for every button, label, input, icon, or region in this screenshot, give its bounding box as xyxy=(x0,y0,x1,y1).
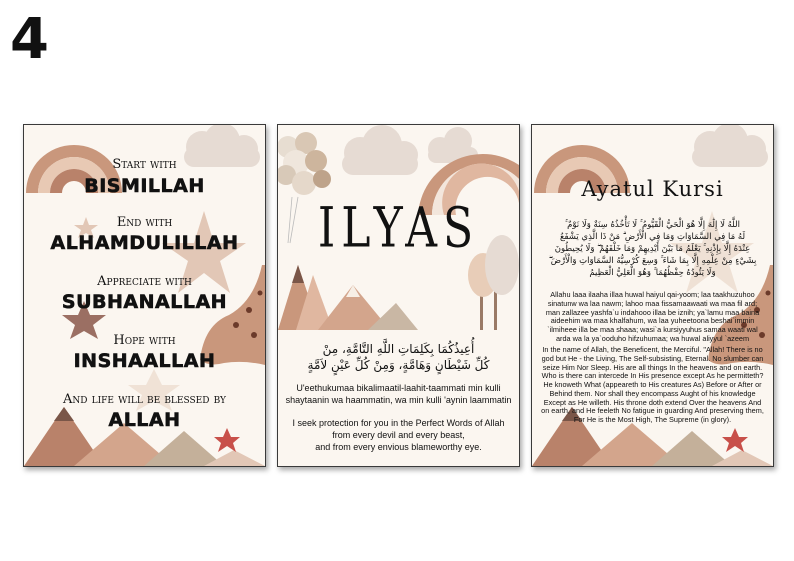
kursi-arabic-line3: عِنْدَهُ إِلَّا بِإِذْنِهِ ۚ يَعْلَمُ مَا بَيْنَ أَيْدِيهِمْ وَمَا خَلْفَهُمْ ۖ وَلَا يُحِيطُونَ xyxy=(554,244,751,254)
dua-english-line3: and from every envious blameworthy eye. xyxy=(315,442,482,452)
kursi-transliteration: Allahu laaa ilaaha illaa huwal haiyul qai-yoom; laa taakhuzuhoo sinatunw wa laa nawm; lahoo maa fissamaawaati wa maa fil ard; man zallazee yashfa`u indahooo illaa be iznih; ya`lamu maa baina aideehim wa maa khalfahum, wa laa yuheetoona beshai`immin `ilmiheee illa be maa shaaa; wasi`a kursiyyuhus samaa waati wal arda wa la ya`ooduho hifzuhumaa; wa huwal aliyyul `azeem xyxy=(545,290,760,343)
end-with-label: End with xyxy=(116,215,173,230)
star-icon xyxy=(214,428,240,452)
dua-english-line1: I seek protection for you in the Perfect Words of Allah xyxy=(292,418,505,428)
cloud-icon xyxy=(692,125,768,167)
kursi-arabic-line1: اللَّهُ لَا إِلَٰهَ إِلَّا هُوَ الْحَيُّ الْقَيُّومُ ۚ لَا تَأْخُذُهُ سِنَةٌ وَلَا نَوْمٌ ۚ xyxy=(565,220,740,230)
hope-with-label: Hope with xyxy=(113,333,176,348)
start-with-label: Start with xyxy=(112,157,177,172)
star-icon xyxy=(722,428,748,452)
alhamdulillah-heading: ALHAMDULILLAH xyxy=(50,232,239,254)
poster2-illustration xyxy=(278,125,519,466)
dua-arabic-line2: كُلِّ شَيْطَانٍ وَهَامَّةٍ، وَمِنْ كُلِّ عَيْنٍ لاَمَّةٍ xyxy=(307,358,490,372)
mountains-icon xyxy=(278,265,418,330)
child-name: ILYAS xyxy=(317,196,480,261)
dua-arabic-line1: أُعِيذُكُمَا بِكَلِمَاتِ اللَّهِ التَّامَّةِ، مِنْ xyxy=(322,342,475,356)
kursi-arabic-line5: وَلَا يَئُودُهُ حِفْظُهُمَا ۚ وَهُوَ الْعَلِيُّ الْعَظِيمُ xyxy=(589,268,716,278)
blessed-by-label: And life will be blessed by xyxy=(63,392,226,407)
kursi-arabic-line4: بِشَيْءٍ مِنْ عِلْمِهِ إِلَّا بِمَا شَاءَ ۚ وَسِعَ كُرْسِيُّهُ السَّمَاوَاتِ وَالْأَرْضَ ۖ xyxy=(548,256,757,266)
allah-heading: ALLAH xyxy=(108,409,181,431)
dua-english-line2: from every devil and every beast, xyxy=(332,430,465,440)
kursi-english: In the name of Allah, the Beneficent, the Merciful. "Allah! There is no god but He - the Living, The Self-subsisting, Eternal. No slumber can seize Him Nor Sleep. His are all things In the heavens and on earth. Who is there can intercede In His presence except As he permitteth? He knoweth What (appeareth to His creatures As) Before or After or Behind them. Nor shall they encompass Aught of his knowledge Except as He willeth. His throne doth extend Over the heavens And on earth, and He feeleth No fatigue in guarding And preserving them, For He is the Most High, The Supreme (in glory). xyxy=(541,345,764,424)
poster-ayatul-kursi xyxy=(531,124,774,467)
bismillah-heading: BISMILLAH xyxy=(84,175,205,197)
dua-translit-line1: U'eethukumaa bikalimaatil-laahit-taammati min kulli xyxy=(296,383,501,393)
inshaallah-heading: INSHAALLAH xyxy=(73,350,216,372)
dua-translit-line2: shaytaanin wa haammatin, wa min kulli 'aynin laammatin xyxy=(285,395,512,405)
cloud-icon xyxy=(342,125,418,175)
poster-name-dua xyxy=(277,124,520,467)
kursi-arabic-line2: لَهُ مَا فِي السَّمَاوَاتِ وَمَا فِي الْأَرْضِ ۗ مَنْ ذَا الَّذِي يَشْفَعُ xyxy=(559,232,746,242)
badge-number: 4 xyxy=(10,7,47,72)
ayatul-kursi-title: Ayatul Kursi xyxy=(581,177,724,201)
poster-affirmations xyxy=(23,124,266,467)
appreciate-with-label: Appreciate with xyxy=(97,274,192,289)
subhanallah-heading: SUBHANALLAH xyxy=(61,291,228,313)
